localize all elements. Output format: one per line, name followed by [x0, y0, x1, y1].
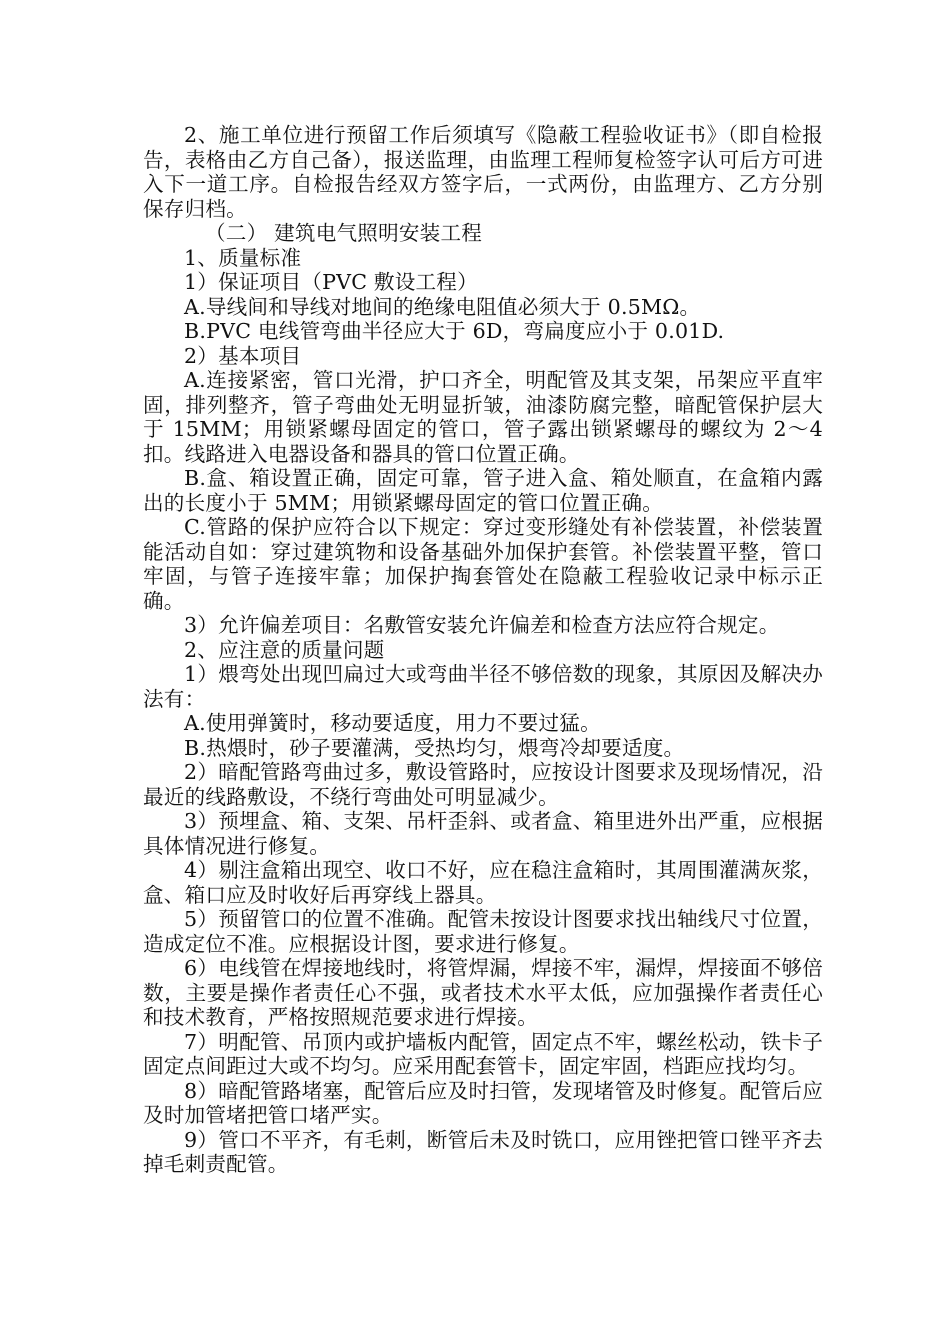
paragraph-insulation-resistance: A.导线间和导线对地间的绝缘电阻值必须大于 0.5MΩ。 — [184, 294, 701, 319]
paragraph-issue-2: 2）暗配管路弯曲过多，敷设管路时，应按设计图要求及现场情况，沿最近的线路敷设，不绕行弯曲处可明显减少。 — [143, 760, 823, 809]
paragraph-issue-3: 3）预埋盒、箱、支架、吊杆歪斜、或者盒、箱里进外出严重，应根据具体情况进行修复。 — [143, 809, 823, 858]
paragraph-issue-7: 7）明配管、吊顶内或护墙板内配管，固定点不牢，螺丝松动，铁卡子固定点间距过大或不均匀。应采用配套管卡，固定牢固，档距应找均匀。 — [143, 1029, 823, 1078]
heading-quality-issues: 2、应注意的质量问题 — [184, 637, 385, 662]
paragraph-box-setting: B.盒、箱设置正确，固定可靠，管子进入盒、箱处顺直，在盒箱内露出的长度小于 5MM；用锁紧螺母固定的管口位置正确。 — [143, 466, 823, 515]
paragraph-issue-8: 8）暗配管路堵塞，配管后应及时扫管，发现堵管及时修复。配管后应及时加管堵把管口堵严实。 — [143, 1078, 823, 1127]
paragraph-issue-4: 4）剔注盒箱出现空、收口不好，应在稳注盒箱时，其周围灌满灰浆，盒、箱口应及时收好后再穿线上器具。 — [143, 858, 823, 907]
document-page — [143, 123, 823, 1177]
paragraph-issue-5: 5）预留管口的位置不准确。配管未按设计图要求找出轴线尺寸位置，造成定位不准。应根据设计图，要求进行修复。 — [143, 907, 823, 956]
paragraph-bend-radius: B.PVC 电线管弯曲半径应大于 6D，弯扁度应小于 0.01D. — [184, 319, 725, 343]
paragraph-issue-1: 1）煨弯处出现凹扁过大或弯曲半径不够倍数的现象，其原因及解决办法有： — [143, 662, 823, 711]
paragraph-pipe-protection: C.管路的保护应符合以下规定：穿过变形缝处有补偿装置，补偿装置能活动自如：穿过建筑物和设备基础外加保护套管。补偿装置平整，管口牢固，与管子连接牢靠；加保护掏套管处在隐蔽工程验收记录中标示正确。 — [143, 515, 823, 613]
paragraph-issue-6: 6）电线管在焊接地线时，将管焊漏，焊接不牢，漏焊，焊接面不够倍数，主要是操作者责任心不强，或者技术水平太低，应加强操作者责任心和技术教育，严格按照规范要求进行焊接。 — [143, 956, 823, 1029]
paragraph-issue-1b: B.热煨时，砂子要灌满，受热均匀，煨弯冷却要适度。 — [184, 735, 685, 760]
heading-guarantee-items: 1）保证项目（PVC 敷设工程） — [184, 270, 478, 294]
section-heading-lighting-installation: （二） 建筑电气照明安装工程 — [205, 221, 483, 245]
heading-quality-standard: 1、质量标准 — [184, 245, 302, 270]
paragraph-issue-9: 9）管口不平齐，有毛刺，断管后未及时铣口，应用锉把管口锉平齐去掉毛刺责配管。 — [143, 1127, 823, 1176]
paragraph-issue-1a: A.使用弹簧时，移动要适度，用力不要过猛。 — [184, 711, 601, 735]
heading-basic-items: 2）基本项目 — [184, 343, 302, 368]
paragraph-allowed-deviation: 3）允许偏差项目：名敷管安装允许偏差和检查方法应符合规定。 — [184, 613, 780, 637]
paragraph-acceptance-certificate: 2、施工单位进行预留工作后须填写《隐蔽工程验收证书》（即自检报告，表格由乙方自己备），报送监理，由监理工程师复检签字认可后方可进入下一道工序。自检报告经双方签字后，一式两份，由监理方、乙方分别保存归档。 — [143, 123, 823, 221]
paragraph-connection-requirements: A.连接紧密，管口光滑，护口齐全，明配管及其支架，吊架应平直牢固，排列整齐，管子弯曲处无明显折皱，油漆防腐完整，暗配管保护层大于 15MM；用锁紧螺母固定的管口，管子露出锁紧螺母的螺纹为 2～4 扣。线路进入电器设备和器具的管口位置正确。 — [143, 368, 823, 466]
